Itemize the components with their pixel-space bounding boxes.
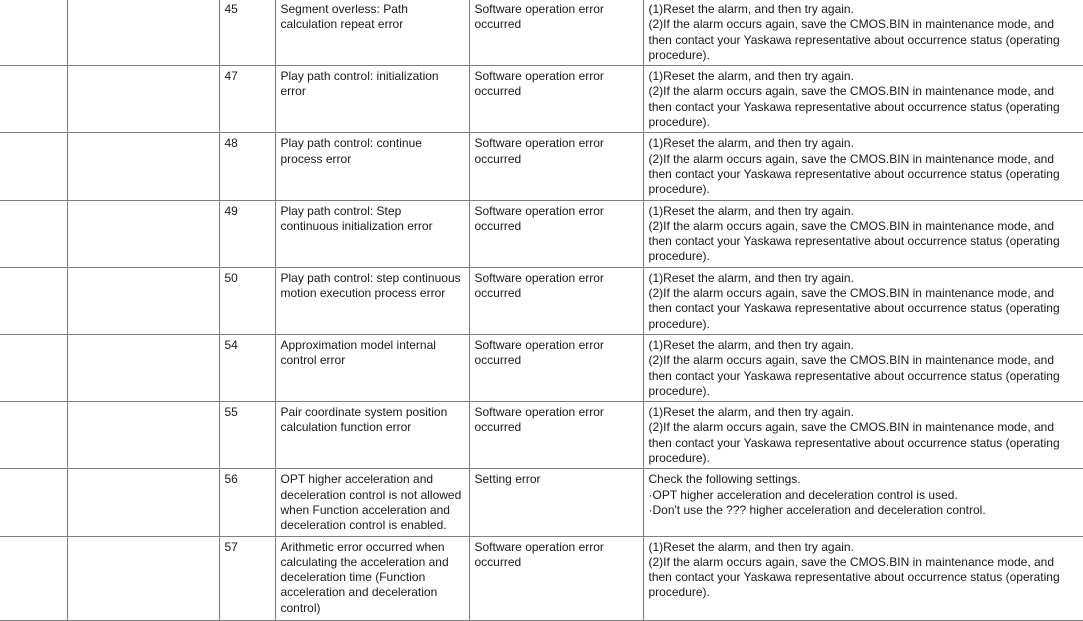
blank-cell <box>67 536 219 620</box>
blank-cell <box>67 469 219 536</box>
alarm-remedy: (1)Reset the alarm, and then try again. (2)If the alarm occurs again, save the CMOS.BIN in maintenance mode, and then contact your Yaskawa representative about occurrence status (operating procedure). <box>643 536 1083 620</box>
alarm-cause: Software operation error occurred <box>469 402 643 469</box>
table-row <box>0 200 1083 267</box>
alarm-name: Play path control: initialization error <box>275 66 469 133</box>
blank-cell <box>67 334 219 401</box>
alarm-remedy: (1)Reset the alarm, and then try again. (2)If the alarm occurs again, save the CMOS.BIN in maintenance mode, and then contact your Yaskawa representative about occurrence status (operating procedure). <box>643 66 1083 133</box>
alarm-code: 45 <box>219 0 275 66</box>
table-row <box>0 469 1083 536</box>
blank-cell <box>0 334 67 401</box>
blank-cell <box>0 267 67 334</box>
alarm-name: Approximation model internal control error <box>275 334 469 401</box>
alarm-name: Arithmetic error occurred when calculating the acceleration and deceleration time (Function acceleration and deceleration control) <box>275 536 469 620</box>
blank-cell <box>67 0 219 66</box>
alarm-code: 57 <box>219 536 275 620</box>
blank-cell <box>0 536 67 620</box>
table-row <box>0 334 1083 401</box>
blank-cell <box>0 133 67 200</box>
table-row <box>0 536 1083 620</box>
alarm-cause: Software operation error occurred <box>469 536 643 620</box>
blank-cell <box>0 0 67 66</box>
alarm-cause: Software operation error occurred <box>469 267 643 334</box>
blank-cell <box>67 133 219 200</box>
blank-cell <box>67 66 219 133</box>
alarm-remedy: (1)Reset the alarm, and then try again. (2)If the alarm occurs again, save the CMOS.BIN in maintenance mode, and then contact your Yaskawa representative about occurrence status (operating procedure). <box>643 402 1083 469</box>
alarm-code: 50 <box>219 267 275 334</box>
blank-cell <box>0 200 67 267</box>
alarm-remedy: (1)Reset the alarm, and then try again. (2)If the alarm occurs again, save the CMOS.BIN in maintenance mode, and then contact your Yaskawa representative about occurrence status (operating procedure). <box>643 0 1083 66</box>
alarm-cause: Software operation error occurred <box>469 334 643 401</box>
alarm-remedy: (1)Reset the alarm, and then try again. (2)If the alarm occurs again, save the CMOS.BIN in maintenance mode, and then contact your Yaskawa representative about occurrence status (operating procedure). <box>643 267 1083 334</box>
alarm-name: Play path control: Step continuous initialization error <box>275 200 469 267</box>
alarm-code: 48 <box>219 133 275 200</box>
alarm-name: Play path control: continue process error <box>275 133 469 200</box>
alarm-remedy: Check the following settings. ·OPT higher acceleration and deceleration control is used. ·Don't use the ??? higher acceleration and deceleration control. <box>643 469 1083 536</box>
alarm-code: 55 <box>219 402 275 469</box>
blank-cell <box>67 267 219 334</box>
alarm-remedy: (1)Reset the alarm, and then try again. (2)If the alarm occurs again, save the CMOS.BIN in maintenance mode, and then contact your Yaskawa representative about occurrence status (operating procedure). <box>643 200 1083 267</box>
blank-cell <box>0 402 67 469</box>
alarm-code: 54 <box>219 334 275 401</box>
blank-cell <box>0 469 67 536</box>
alarm-name: OPT higher acceleration and deceleration control is not allowed when Function acceleration and deceleration control is enabled. <box>275 469 469 536</box>
alarm-code: 49 <box>219 200 275 267</box>
alarm-cause: Software operation error occurred <box>469 66 643 133</box>
alarm-cause: Software operation error occurred <box>469 200 643 267</box>
blank-cell <box>0 66 67 133</box>
alarm-cause: Setting error <box>469 469 643 536</box>
alarm-name: Segment overless: Path calculation repeat error <box>275 0 469 66</box>
alarm-name: Play path control: step continuous motion execution process error <box>275 267 469 334</box>
alarm-cause: Software operation error occurred <box>469 133 643 200</box>
table-row <box>0 267 1083 334</box>
blank-cell <box>67 402 219 469</box>
alarm-code: 56 <box>219 469 275 536</box>
table-row <box>0 133 1083 200</box>
alarm-code: 47 <box>219 66 275 133</box>
alarm-remedy: (1)Reset the alarm, and then try again. (2)If the alarm occurs again, save the CMOS.BIN in maintenance mode, and then contact your Yaskawa representative about occurrence status (operating procedure). <box>643 334 1083 401</box>
alarm-name: Pair coordinate system position calculation function error <box>275 402 469 469</box>
blank-cell <box>67 200 219 267</box>
table-row <box>0 66 1083 133</box>
table-row <box>0 402 1083 469</box>
alarm-remedy: (1)Reset the alarm, and then try again. (2)If the alarm occurs again, save the CMOS.BIN in maintenance mode, and then contact your Yaskawa representative about occurrence status (operating procedure). <box>643 133 1083 200</box>
table-row <box>0 0 1083 66</box>
alarm-cause: Software operation error occurred <box>469 0 643 66</box>
